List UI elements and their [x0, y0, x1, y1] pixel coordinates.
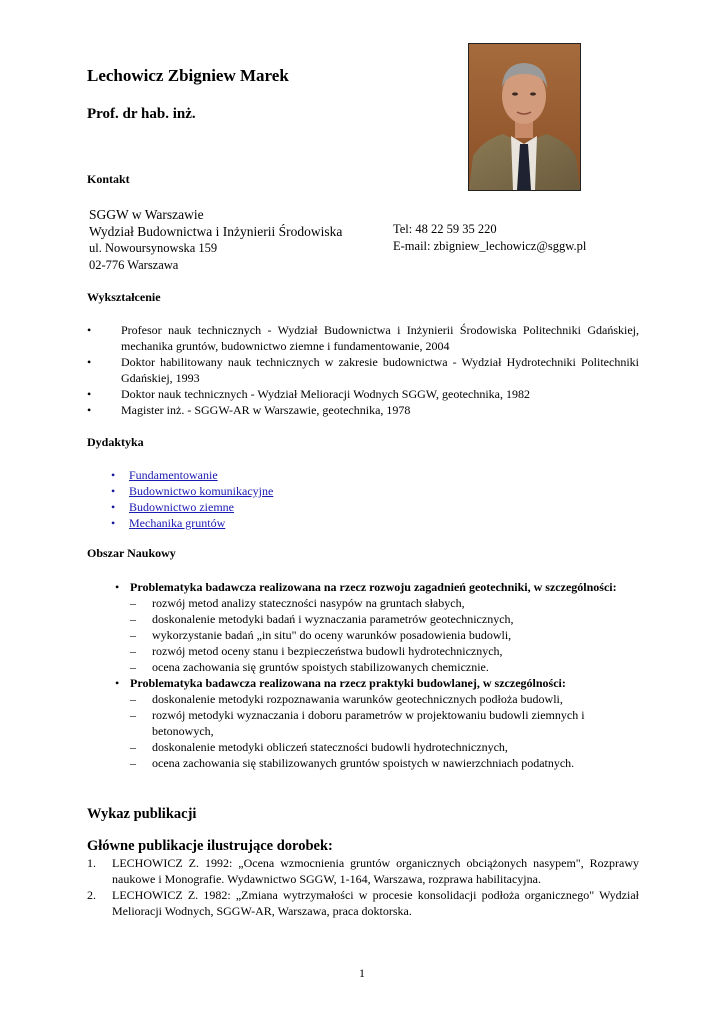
address-line: SGGW w Warszawie	[89, 207, 204, 222]
course-item	[107, 515, 273, 531]
course-item	[107, 499, 273, 515]
publication-number: 2.	[87, 888, 96, 902]
education-item: • Doktor nauk technicznych - Wydział Melioracji Wodnych SGGW, geotechnika, 1982	[87, 386, 639, 402]
publication-item	[87, 887, 639, 919]
address-block	[89, 206, 342, 274]
research-topic: – rozwój metod analizy stateczności nasypów na gruntach słabych,	[130, 595, 639, 611]
research-group-title: • Problematyka badawcza realizowana na rzecz rozwoju zagadnień geotechniki, w szczególności:	[130, 580, 617, 594]
research-topic: – rozwój metod oceny stanu i bezpieczeństwa budowli hydrotechnicznych,	[130, 643, 639, 659]
research-topic: – rozwój metodyki wyznaczania i doboru parametrów w projektowaniu budowli ziemnych i betonowych,	[130, 707, 639, 739]
course-link-fundamentowanie[interactable]: Fundamentowanie	[129, 468, 218, 482]
research-group	[87, 579, 639, 675]
publication-list	[87, 855, 639, 919]
research-topic: – doskonalenie metodyki badań i wyznaczania parametrów geotechnicznych,	[130, 611, 639, 627]
academic-title: Prof. dr hab. inż.	[87, 106, 196, 122]
publication-number: 1.	[87, 856, 96, 870]
publication-text: LECHOWICZ Z. 1992: „Ocena wzmocnienia gruntów organicznych obciążonych nasypem", Rozprawy naukowe i Monografie. Wydawnictwo SGGW, 1-164, Warszawa, rozprawa habilitacyjna.	[112, 856, 639, 886]
research-group-title: • Problematyka badawcza realizowana na rzecz praktyki budowlanej, w szczególności:	[130, 676, 566, 690]
education-item: • Doktor habilitowany nauk technicznych w zakresie budownictwa - Wydział Hydrotechniki Politechniki Gdańskiej, 1993	[87, 354, 639, 386]
person-name: Lechowicz Zbigniew Marek	[87, 66, 289, 85]
research-group	[87, 675, 639, 771]
education-heading: Wykształcenie	[87, 290, 161, 304]
research-topic: – ocena zachowania się gruntów spoistych stabilizowanych chemicznie.	[130, 659, 639, 675]
address-line: ul. Nowoursynowska 159	[89, 241, 218, 255]
education-list	[87, 322, 639, 418]
portrait-photo	[468, 43, 581, 191]
research-topic: – ocena zachowania się stabilizowanych gruntów spoistych w nawierzchniach podatnych.	[130, 755, 639, 771]
education-item: • Profesor nauk technicznych - Wydział Budownictwa i Inżynierii Środowiska Politechniki Gdańskiej, mechanika gruntów, budownictwo ziemne i fundamentowanie, 2004	[87, 322, 639, 354]
publications-subheading: Główne publikacje ilustrujące dorobek:	[87, 838, 333, 854]
research-topic: – doskonalenie metodyki obliczeń stateczności budowli hydrotechnicznych,	[130, 739, 639, 755]
education-item: • Magister inż. - SGGW-AR w Warszawie, geotechnika, 1978	[87, 402, 639, 418]
publication-text: LECHOWICZ Z. 1982: „Zmiana wytrzymałości w procesie konsolidacji podłoża organicznego" Wydział Melioracji Wodnych, SGGW-AR, Warszawa, praca doktorska.	[112, 888, 639, 918]
publication-item	[87, 855, 639, 887]
contact-heading: Kontakt	[87, 172, 130, 186]
course-item	[107, 467, 273, 483]
portrait-image	[469, 44, 580, 190]
course-link-budownictwo-komunikacyjne[interactable]: Budownictwo komunikacyjne	[129, 484, 274, 498]
address-line: Wydział Budownictwa i Inżynierii Środowiska	[89, 224, 343, 239]
course-item	[107, 483, 273, 499]
teaching-heading: Dydaktyka	[87, 435, 144, 449]
email[interactable]: E-mail: zbigniew_lechowicz@sggw.pl	[393, 239, 587, 253]
page-number: 1	[359, 966, 365, 980]
address-line: 02-776 Warszawa	[89, 258, 179, 272]
publications-heading: Wykaz publikacji	[87, 806, 197, 822]
contact-details	[393, 221, 586, 255]
research-area	[87, 579, 639, 771]
research-topic: – wykorzystanie badań „in situ" do oceny warunków posadowienia budowli,	[130, 627, 639, 643]
teaching-links	[107, 467, 273, 531]
research-topic: – doskonalenie metodyki rozpoznawania warunków geotechnicznych podłoża budowli,	[130, 691, 639, 707]
phone: Tel: 48 22 59 35 220	[393, 222, 497, 236]
research-heading: Obszar Naukowy	[87, 546, 176, 560]
course-link-budownictwo-ziemne[interactable]: Budownictwo ziemne	[129, 500, 234, 514]
course-link-mechanika-gruntow[interactable]: Mechanika gruntów	[129, 516, 226, 530]
